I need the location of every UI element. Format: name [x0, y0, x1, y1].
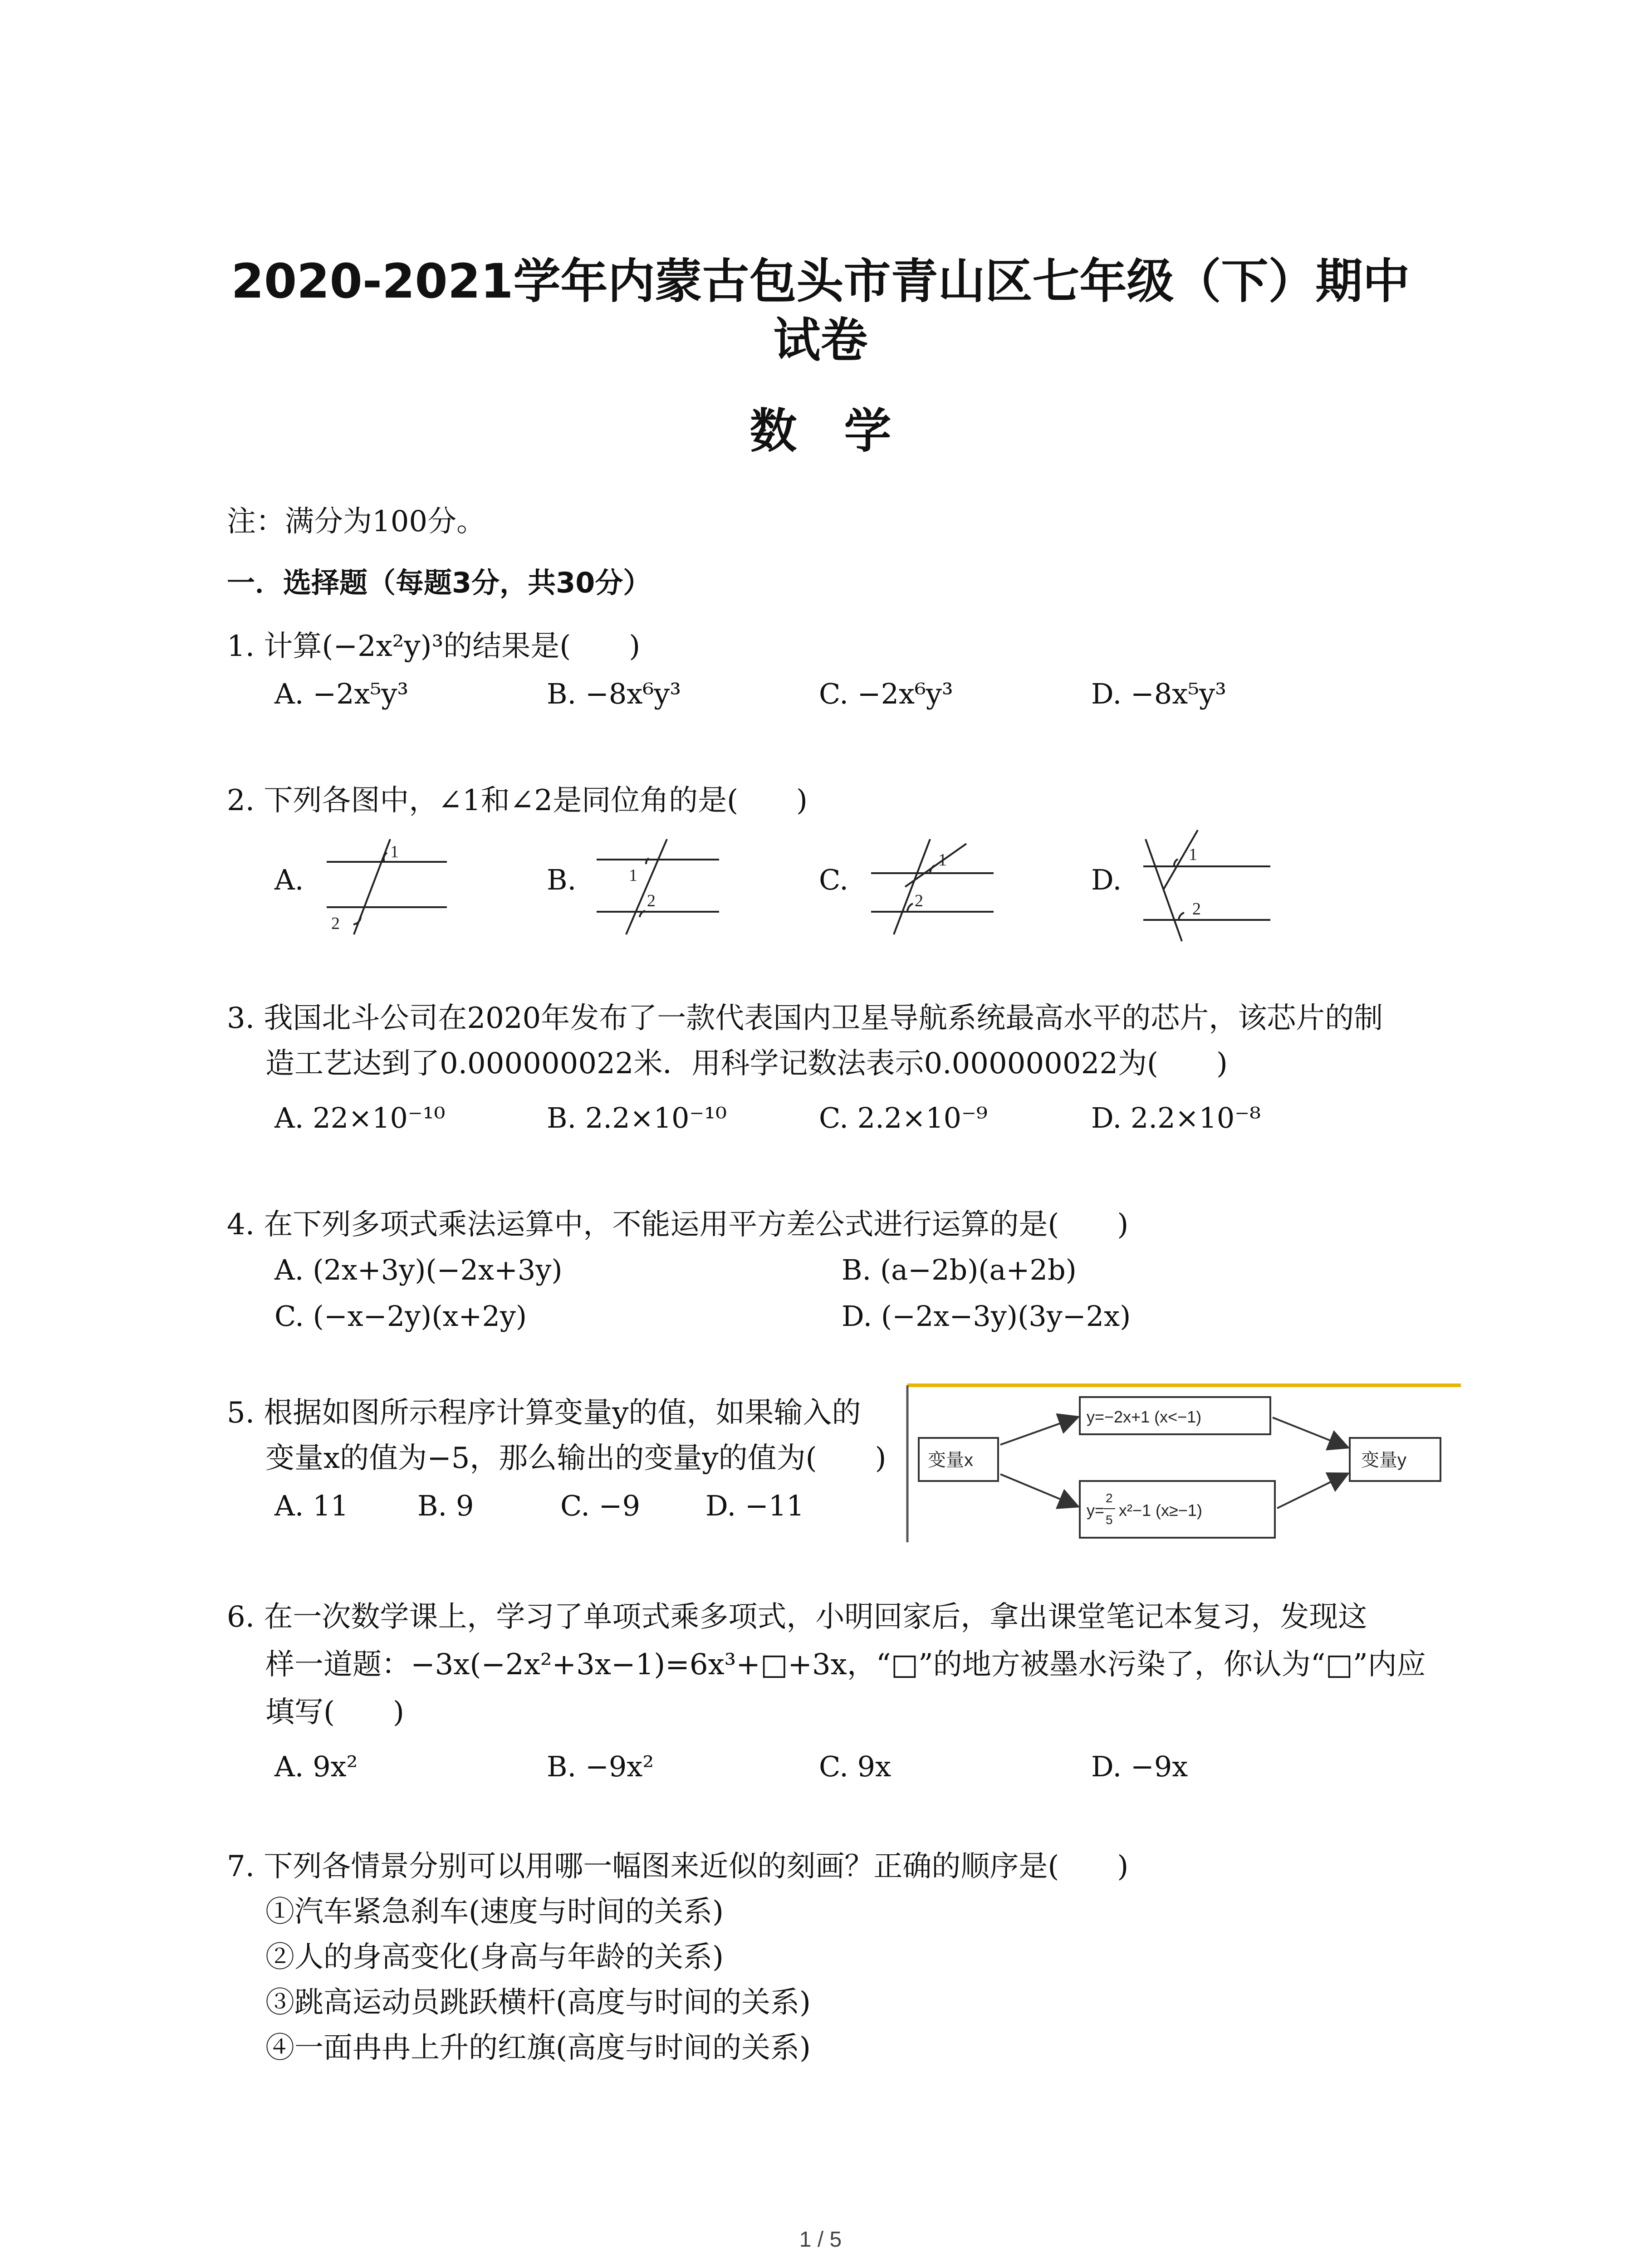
q2-figure-a [318, 830, 454, 939]
q6-stem-line1: 6. 在一次数学课上，学习了单项式乘多项式，小明回家后，拿出课堂笔记本复习，发现这 [227, 1600, 1367, 1634]
q2-option-d: D. [1091, 863, 1122, 896]
q3-stem-line1: 3. 我国北斗公司在2020年发布了一款代表国内卫星导航系统最高水平的芯片，该芯片的制 [227, 1002, 1383, 1035]
q7-item-3: ③跳高运动员跳跃横杆(高度与时间的关系) [265, 1986, 811, 2019]
angle-label-2: 2 [647, 891, 656, 910]
q5-option-c: C. −9 [560, 1489, 641, 1522]
angle-label-1: 1 [390, 842, 399, 861]
q4-option-b: B. (a−2b)(a+2b) [842, 1253, 1077, 1286]
section-heading: 一．选择题（每题3分，共30分） [227, 566, 652, 599]
angle-label-2: 2 [915, 891, 923, 910]
q7-stem: 7. 下列各情景分别可以用哪一幅图来近似的刻画？正确的顺序是( ) [227, 1850, 1129, 1883]
q5-flowchart [903, 1383, 1461, 1547]
q5-stem-line2: 变量x的值为−5，那么输出的变量y的值为( ) [265, 1442, 887, 1475]
q3-option-b: B. 2.2×10⁻¹⁰ [547, 1101, 727, 1134]
q4-option-a: A. (2x+3y)(−2x+3y) [274, 1253, 563, 1286]
q5-option-b: B. 9 [417, 1489, 474, 1522]
q6-option-a: A. 9x² [274, 1750, 358, 1783]
page-title-line1: 2020-2021学年内蒙古包头市青山区七年级（下）期中 [231, 254, 1410, 309]
q6-option-d: D. −9x [1091, 1750, 1188, 1783]
q3-option-c: C. 2.2×10⁻⁹ [819, 1101, 988, 1134]
page-title-line2: 试卷 [773, 313, 868, 368]
flow-input-label: 变量x [928, 1450, 973, 1470]
q6-option-b: B. −9x² [547, 1750, 654, 1783]
q6-option-c: C. 9x [819, 1750, 892, 1783]
score-note: 注：满分为100分。 [227, 505, 486, 538]
q1-option-c: C. −2x⁶y³ [819, 677, 953, 710]
q5-stem-line1: 5. 根据如图所示程序计算变量y的值，如果输入的 [227, 1396, 861, 1430]
flow-branch2-numerator: 2 [1106, 1491, 1113, 1505]
flow-branch1-label: y=−2x+1 (x<−1) [1087, 1408, 1202, 1426]
q2-option-a: A. [274, 863, 304, 896]
q2-stem: 2. 下列各图中，∠1和∠2是同位角的是( ) [227, 784, 808, 817]
q1-option-a: A. −2x⁵y³ [274, 677, 409, 710]
angle-label-2: 2 [331, 914, 340, 933]
q2-figure-d [1134, 821, 1275, 943]
q7-item-4: ④一面冉冉上升的红旗(高度与时间的关系) [265, 2031, 811, 2065]
q3-stem-line2: 造工艺达到了0.000000022米．用科学记数法表示0.000000022为( ) [265, 1047, 1228, 1080]
q6-stem-line2: 样一道题：−3x(−2x²+3x−1)=6x³+□+3x，“□”的地方被墨水污染了，你认为“□”内应 [265, 1648, 1426, 1681]
flow-output-label: 变量y [1361, 1450, 1406, 1470]
q2-figure-b [590, 830, 726, 939]
q1-option-b: B. −8x⁶y³ [547, 677, 681, 710]
q2-option-b: B. [547, 863, 577, 896]
q1-option-d: D. −8x⁵y³ [1091, 677, 1227, 710]
flow-branch2-denominator: 5 [1106, 1513, 1113, 1527]
q7-item-2: ②人的身高变化(身高与年龄的关系) [265, 1941, 724, 1974]
q5-option-d: D. −11 [705, 1489, 804, 1522]
angle-label-2: 2 [1192, 899, 1201, 919]
page-number: 1 / 5 [799, 2228, 842, 2252]
flow-branch2-prefix: y= [1087, 1501, 1105, 1520]
q1-stem: 1. 计算(−2x²y)³的结果是( ) [227, 630, 641, 663]
subject-heading: 数 学 [749, 403, 892, 459]
q4-stem: 4. 在下列多项式乘法运算中，不能运用平方差公式进行运算的是( ) [227, 1208, 1129, 1242]
q7-item-1: ①汽车紧急刹车(速度与时间的关系) [265, 1895, 724, 1929]
angle-label-1: 1 [629, 866, 637, 885]
q2-figure-c [862, 830, 998, 939]
q4-option-c: C. (−x−2y)(x+2y) [274, 1300, 527, 1333]
q3-option-a: A. 22×10⁻¹⁰ [274, 1101, 446, 1134]
angle-label-1: 1 [938, 850, 947, 870]
q3-option-d: D. 2.2×10⁻⁸ [1091, 1101, 1261, 1134]
q6-stem-line3: 填写( ) [265, 1696, 404, 1729]
q4-option-d: D. (−2x−3y)(3y−2x) [842, 1300, 1131, 1333]
q5-option-a: A. 11 [274, 1489, 349, 1522]
flow-branch2-label: x²−1 (x≥−1) [1119, 1501, 1202, 1520]
angle-label-1: 1 [1189, 845, 1197, 864]
q2-option-c: C. [819, 863, 848, 896]
